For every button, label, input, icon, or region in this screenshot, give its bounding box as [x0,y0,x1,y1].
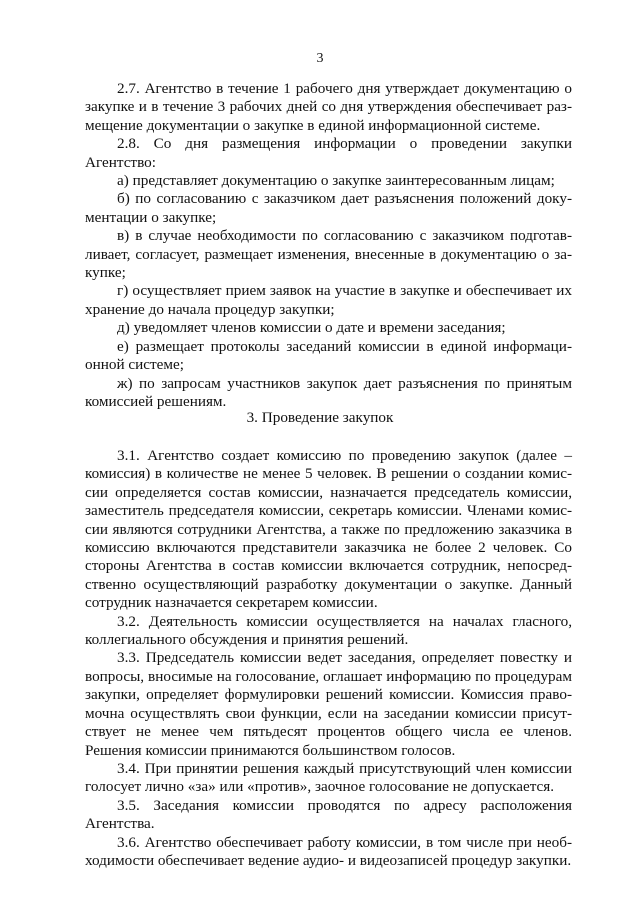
paragraph-2-7: 2.7. Агентство в течение 1 рабочего дня утверждает документацию о закупке и в течение 3 рабочих дней со дня утверждения обеспечивает размещение документации о закупке в единой информационной системе. [85,80,572,134]
list-item-zh: ж) по запросам участников закупок дает разъяснения по принятым комиссией решениям. [85,374,572,410]
list-item-d: д) уведомляет членов комиссии о дате и времени заседания; [117,319,506,337]
list-item-v: в) в случае необходимости по согласованию с заказчиком подготавливает, согласует, размещает изменения, внесенные в документацию о закупке; [85,227,572,282]
paragraph-3-3: 3.3. Председатель комиссии ведет заседания, определяет повестку и вопросы, вносимые на голосование, оглашает информацию по процедурам закупки, определяет формулировки решений комиссии. Комиссия правомочна осуществлять свои функции, если на заседании комиссии присутствует не менее чем пятьдесят процентов общего числа ее членов. Решения комиссии принимаются большинством голосов. [85,649,572,759]
page-number: 3 [316,51,324,66]
list-item-b: б) по согласованию с заказчиком дает разъяснения положений документации о закупке; [85,190,572,226]
paragraph-3-6: 3.6. Агентство обеспечивает работу комиссии, в том числе при необходимости обеспечивает ведение аудио- и видеозаписей процедур закупки. [85,833,572,869]
list-item-g: г) осуществляет прием заявок на участие в закупке и обеспечивает их хранение до начала процедур закупки; [85,282,572,318]
section-heading: 3. Проведение закупок [246,409,394,426]
paragraph-3-4: 3.4. При принятии решения каждый присутствующий член комиссии голосует лично «за» или «против», заочное голосование не допускается. [85,759,572,796]
section-2-text [85,80,572,411]
list-item-e: е) размещает протоколы заседаний комиссии в единой информационной системе; [85,337,572,374]
paragraph-3-2: 3.2. Деятельность комиссии осуществляется на началах гласного, коллегиального обсуждения и принятия решений. [85,612,572,649]
paragraph-3-5: 3.5. Заседания комиссии проводятся по адресу расположения Агентства. [85,796,572,833]
paragraph-2-8: 2.8. Со дня размещения информации о проведении закупки Агентство: [85,135,572,171]
paragraph-3-1: 3.1. Агентство создает комиссию по проведению закупок (далее – комиссия) в количестве не менее 5 человек. В решении о создании комиссии определяется состав комиссии, назначается председатель комиссии, заместитель председателя комиссии, секретарь комиссии. Членами комиссии являются сотрудники Агентства, а также по предложению заказчика в комиссию включаются представители заказчика не более 2 человек. Со стороны Агентства в состав комиссии включается сотрудник, непосредственно осуществляющий разработку документации о закупке. Данный сотрудник назначается секретарем комиссии. [85,447,572,612]
list-item-a: а) представляет документацию о закупке заинтересованным лицам; [117,172,555,190]
section-3-text [85,447,572,870]
